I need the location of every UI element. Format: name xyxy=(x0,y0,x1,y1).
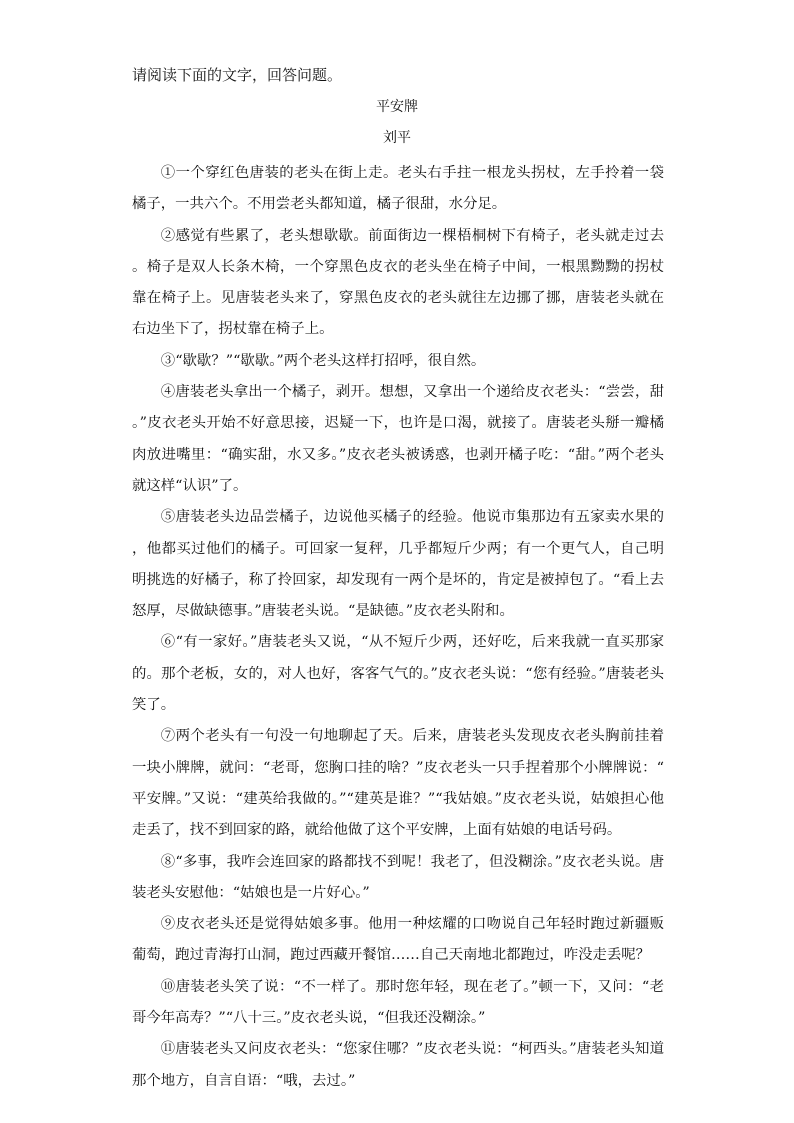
paragraph-2: ②感觉有些累了，老头想歇歇。前面街边一棵梧桐树下有椅子，老头就走过去。椅子是双人长条木椅，一个穿黑色皮衣的老头坐在椅子中间，一根黑黝黝的拐杖靠在椅子上。见唐装老头来了，穿黑色皮衣的老头就往左边挪了挪，唐装老头就在右边坐下了，拐杖靠在椅子上。 xyxy=(132,227,664,338)
paragraph-1: ①一个穿红色唐装的老头在街上走。老头右手拄一根龙头拐杖，左手拎着一袋橘子，一共六个。不用尝老头都知道，橘子很甜，水分足。 xyxy=(132,165,664,213)
paragraph-7: ⑦两个老头有一句没一句地聊起了天。后来，唐装老头发现皮衣老头胸前挂着一块小牌牌，就问：“老哥，您胸口挂的啥？”皮衣老头一只手捏着那个小牌牌说：“平安牌。”又说：“建英给我做的。”“建英是谁？”“我姑娘。”皮衣老头说，姑娘担心他走丢了，找不到回家的路，就给他做了这个平安牌，上面有姑娘的电话号码。 xyxy=(132,728,664,839)
paragraph-10: ⑩唐装老头笑了说：“不一样了。那时您年轻，现在老了。”顿一下，又问：“老哥今年高寿？”“八十三。”皮衣老头说，“但我还没糊涂。” xyxy=(132,978,664,1027)
paragraph-4: ④唐装老头拿出一个橘子，剥开。想想，又拿出一个递给皮衣老头：“尝尝，甜。”皮衣老头开始不好意思接，迟疑一下，也许是口渴，就接了。唐装老头掰一瓣橘肉放进嘴里：“确实甜，水又多。”皮衣老头被诱惑，也剥开橘子吃：“甜。”两个老头就这样“认识”了。 xyxy=(132,384,664,494)
paragraph-5: ⑤唐装老头边品尝橘子，边说他买橘子的经验。他说市集那边有五家卖水果的，他都买过他们的橘子。可回家一复秤，几乎都短斤少两；有一个更气人，自己明明挑选的好橘子，称了拎回家，却发现有一两个是坏的，肯定是被掉包了。“看上去怒厚，尽做缺德事。”唐装老头说。“是缺德。”皮衣老头附和。 xyxy=(132,509,664,620)
paragraph-6: ⑥“有一家好。”唐装老头又说，“从不短斤少两，还好吃，后来我就一直买那家的。那个老板，女的，对人也好，客客气气的。”皮衣老头说：“您有经验。”唐装老头笑了。 xyxy=(132,634,664,714)
paragraph-9: ⑨皮衣老头还是觉得姑娘多事。他用一种炫耀的口吻说自己年轻时跑过新疆贩葡萄，跑过青海打山洞，跑过西藏开餐馆……自己天南地北都跑过，咋没走丢呢？ xyxy=(132,916,664,964)
article-body xyxy=(132,158,664,1097)
paragraph-3: ③“歇歇？”“歇歇。”两个老头这样打招呼，很自然。 xyxy=(160,352,486,369)
paragraph-11: ⑪唐装老头又问皮衣老头：“您家住哪？”皮衣老头说：“柯西头。”唐装老头知道那个地方，自言自语：“哦，去过。” xyxy=(132,1041,664,1089)
article-author: 刘平 xyxy=(383,130,411,146)
paragraph-8: ⑧“多事，我咋会连回家的路都找不到呢！我老了，但没糊涂。”皮衣老头说。唐装老头安慰他：“姑娘也是一片好心。” xyxy=(132,853,664,901)
question-instruction: 请阅读下面的文字，回答问题。 xyxy=(132,66,343,84)
article-title: 平安牌 xyxy=(376,99,418,115)
